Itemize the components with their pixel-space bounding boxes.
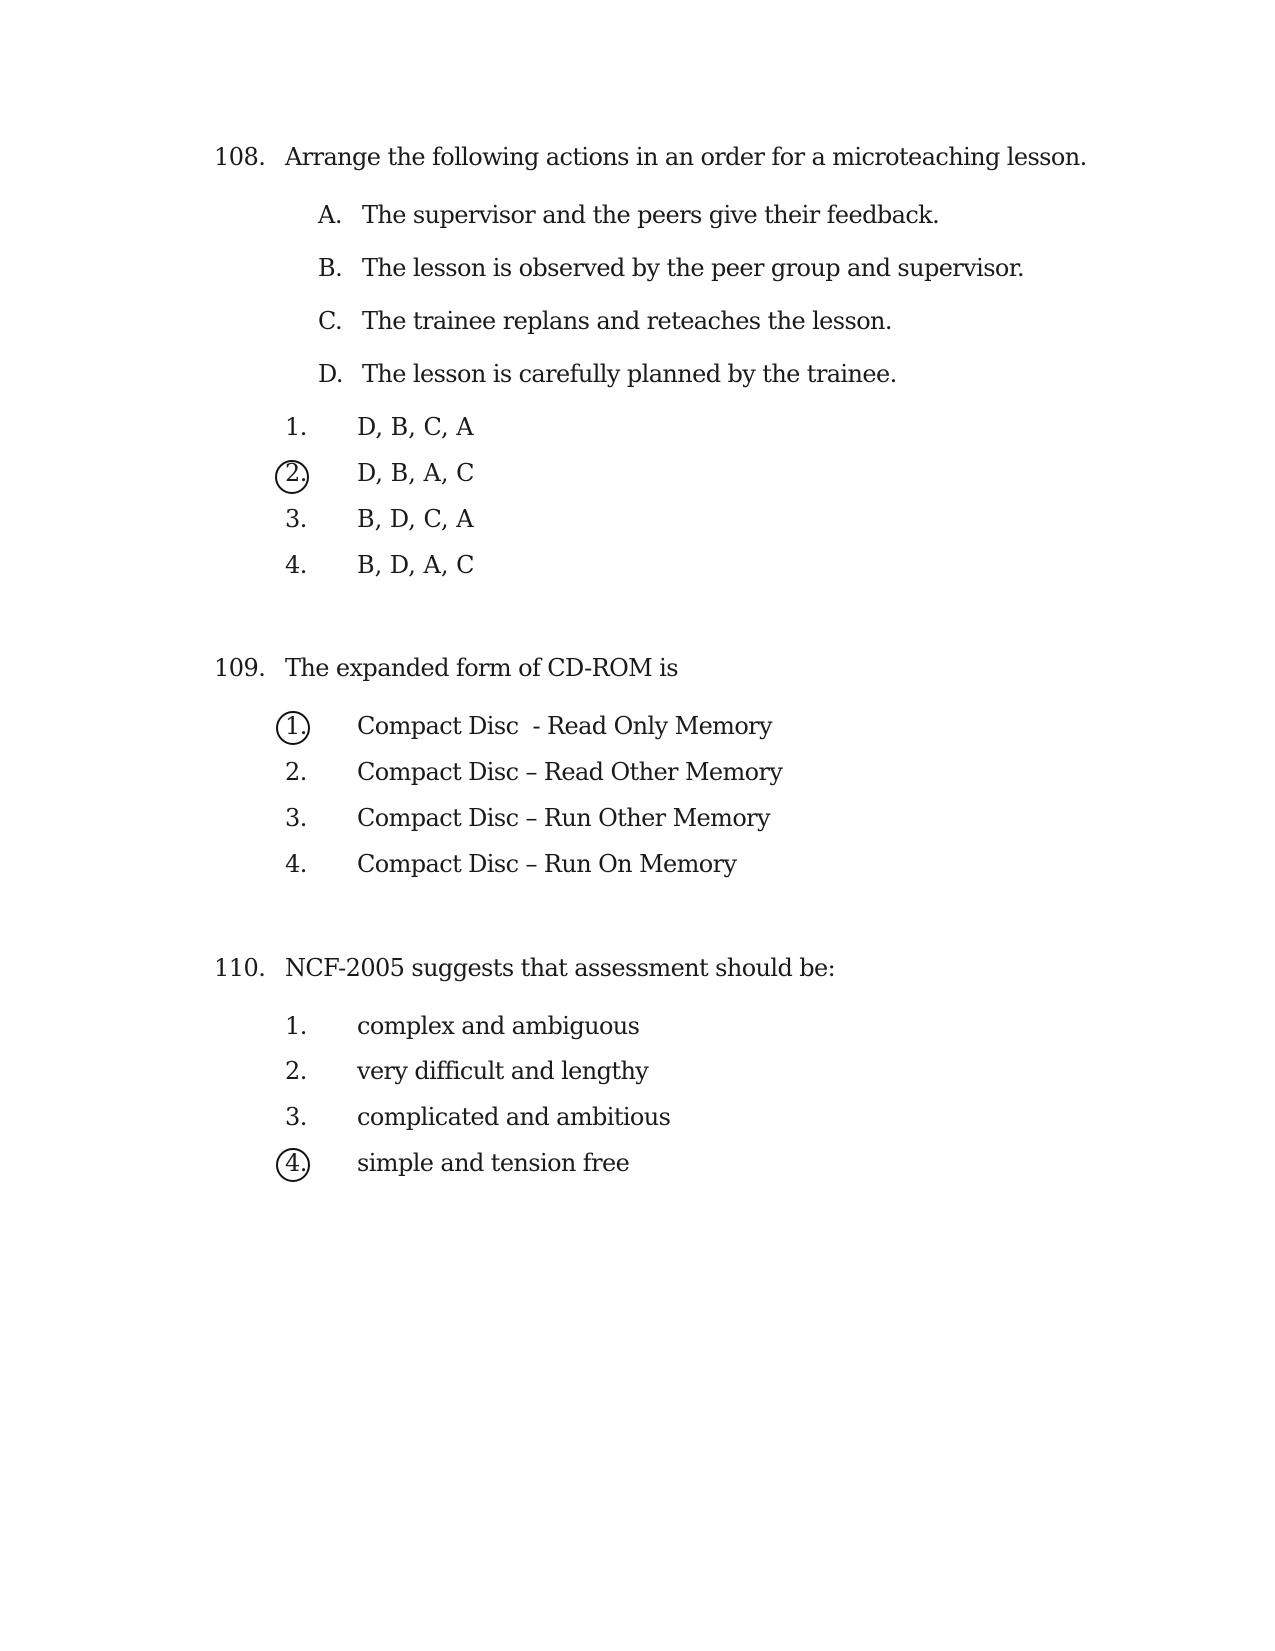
option-label: 4. [285,850,307,878]
option-label: 4. [285,551,307,579]
statement-text: The lesson is carefully planned by the trainee. [362,360,897,388]
question-number: 109. [214,654,266,682]
statement-text: The supervisor and the peers give their feedback. [362,201,940,229]
option-text: B, D, C, A [357,505,474,533]
statement-label: C. [318,307,343,335]
option-label: 1. [285,413,307,441]
option-label: 3. [285,505,307,533]
statement-text: The trainee replans and reteaches the lesson. [362,307,892,335]
option-text: Compact Disc - Read Only Memory [357,712,773,740]
question-number: 108. [214,143,266,171]
option-text: very difficult and lengthy [357,1057,649,1085]
option-text: Compact Disc – Read Other Memory [357,758,783,786]
option-text: complicated and ambitious [357,1103,671,1131]
option-label: 2. [285,459,307,487]
statement-label: D. [318,360,344,388]
option-label: 3. [285,804,307,832]
option-label: 1. [285,712,307,740]
option-label: 4. [285,1149,307,1177]
question-text: NCF-2005 suggests that assessment should be: [285,954,836,982]
statement-label: A. [318,201,342,229]
option-text: D, B, A, C [357,459,475,487]
question-text: Arrange the following actions in an order for a microteaching lesson. [285,143,1087,171]
option-text: Compact Disc – Run Other Memory [357,804,771,832]
option-label: 2. [285,758,307,786]
question-number: 110. [214,954,266,982]
option-text: B, D, A, C [357,551,475,579]
option-text: complex and ambiguous [357,1012,640,1040]
option-text: D, B, C, A [357,413,474,441]
statement-text: The lesson is observed by the peer group and supervisor. [362,254,1025,282]
question-text: The expanded form of CD-ROM is [285,654,678,682]
option-label: 1. [285,1012,307,1040]
option-text: Compact Disc – Run On Memory [357,850,737,878]
option-text: simple and tension free [357,1149,630,1177]
option-label: 2. [285,1057,307,1085]
option-label: 3. [285,1103,307,1131]
statement-label: B. [318,254,343,282]
